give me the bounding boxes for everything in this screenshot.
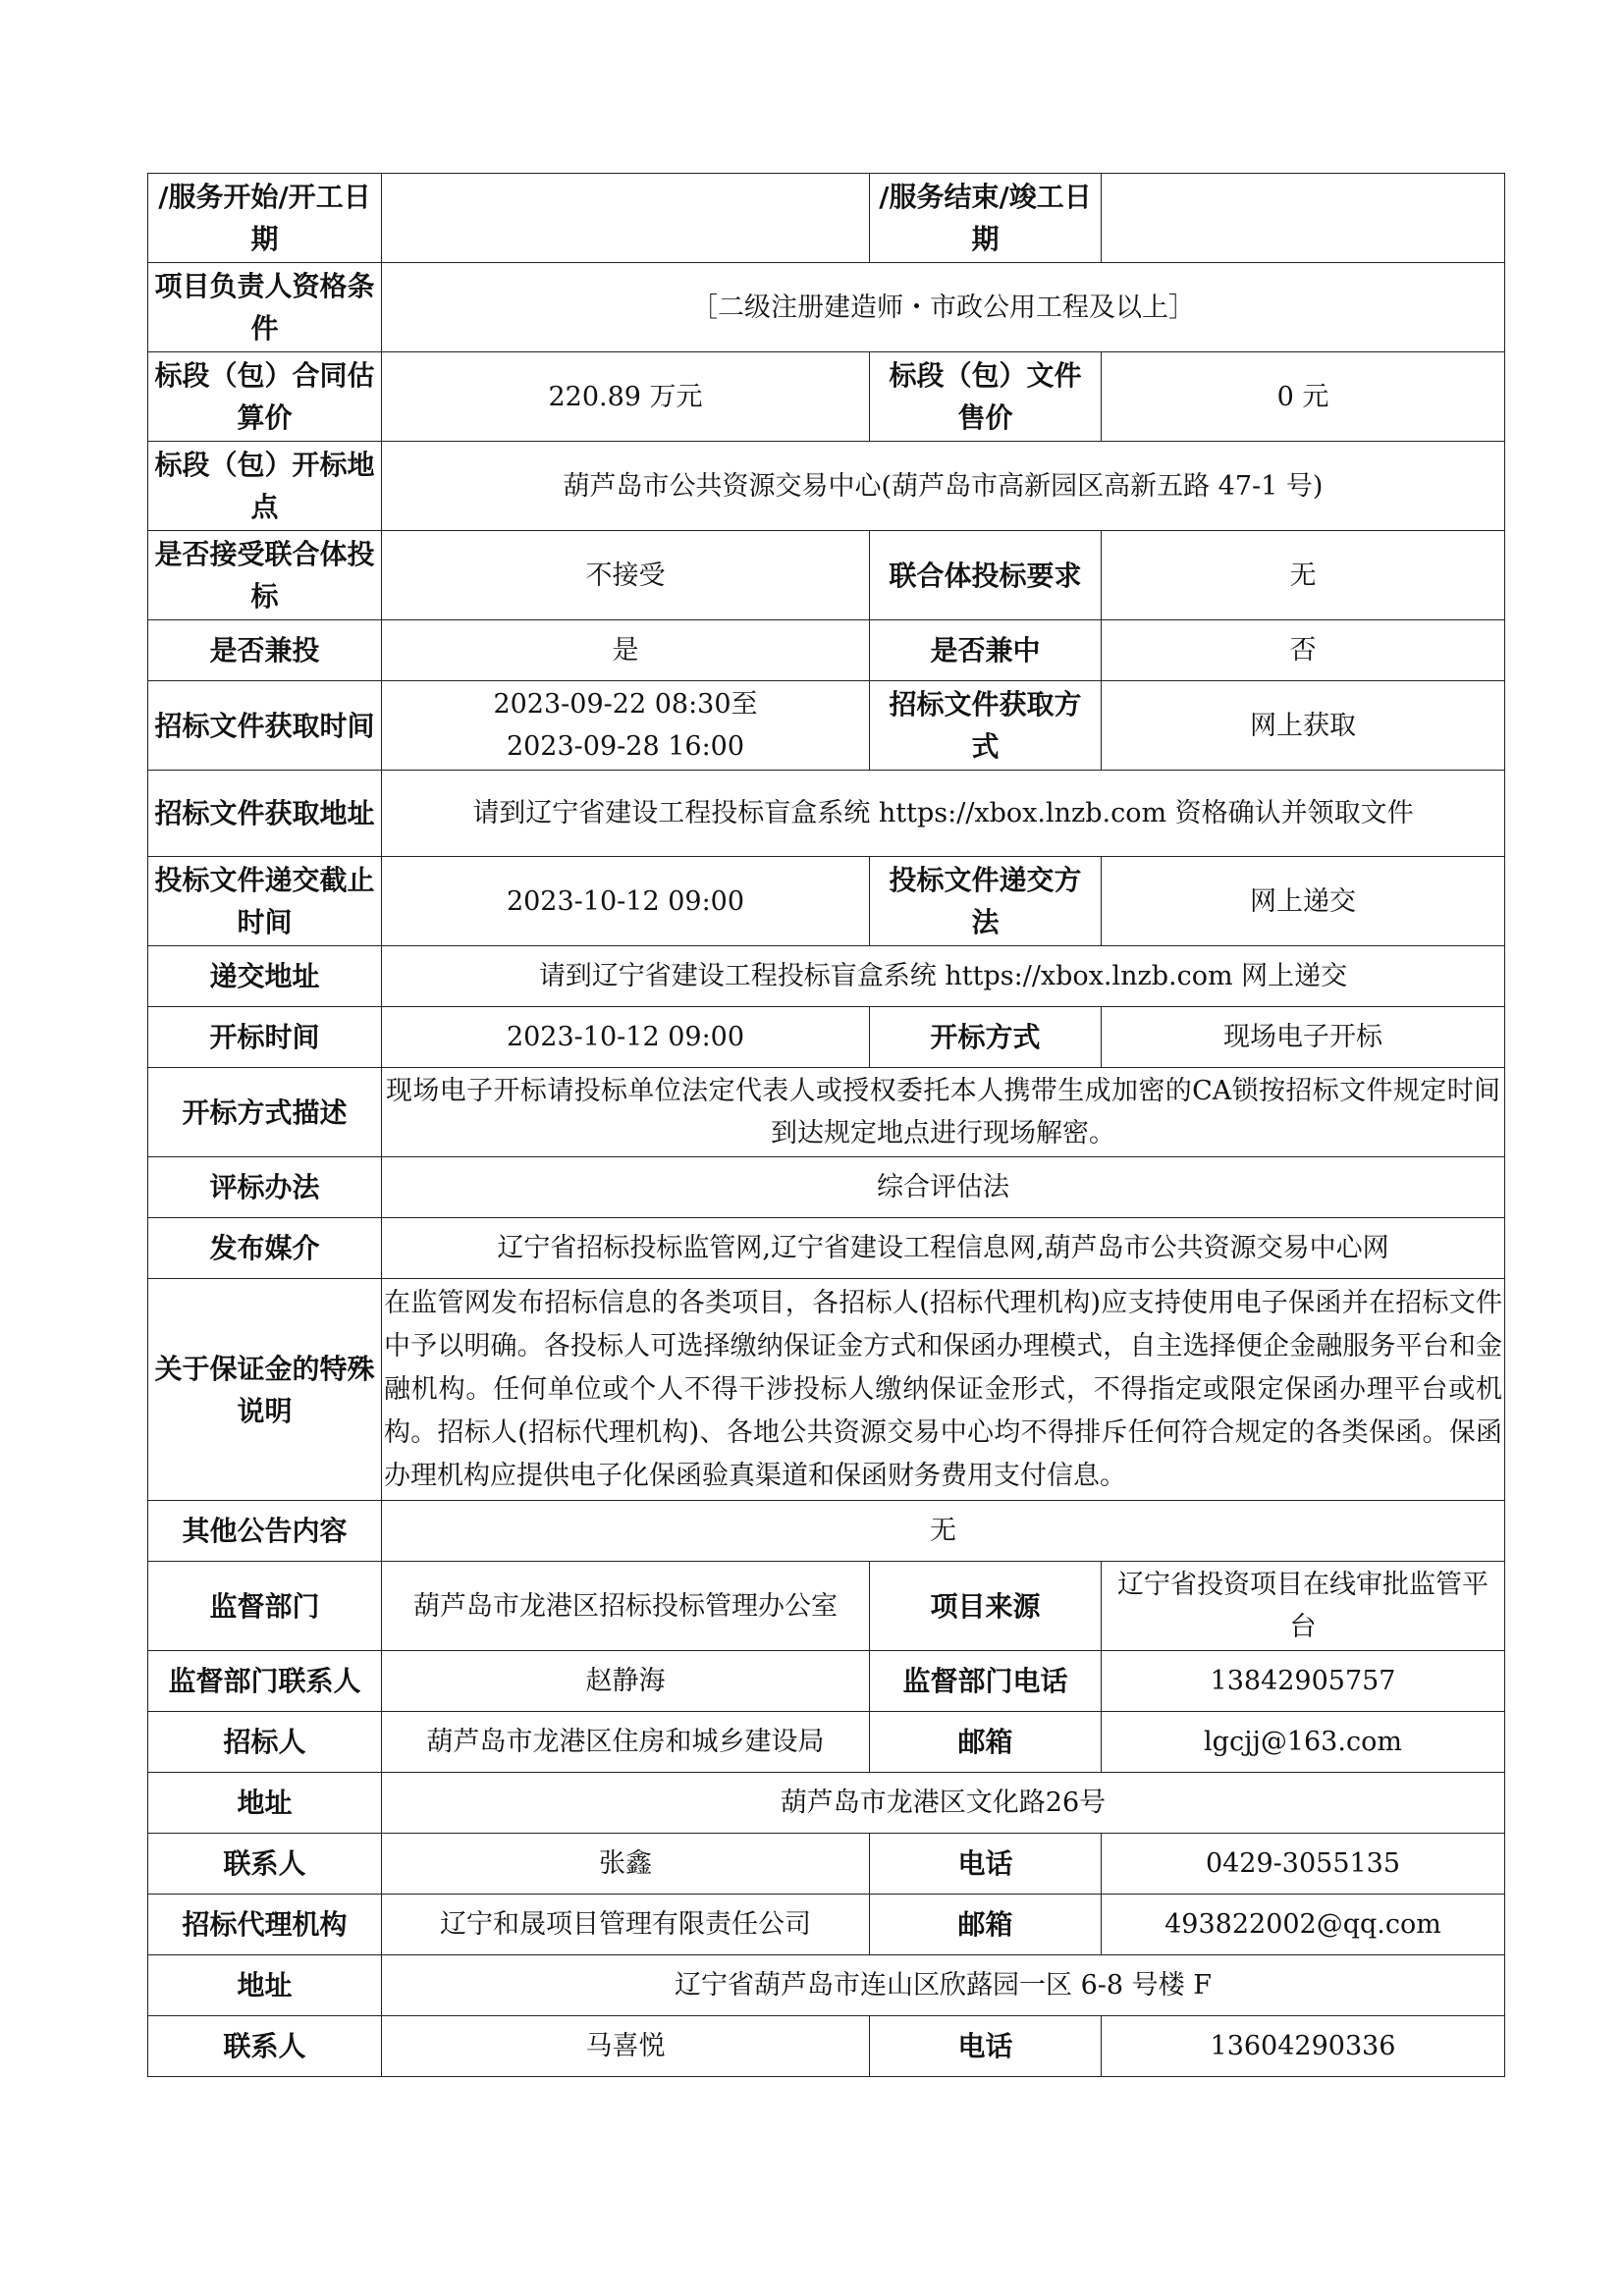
agency-contact-label: 联系人	[148, 2016, 382, 2077]
supervisor-phone-label: 监督部门电话	[870, 1651, 1102, 1712]
start-date-value	[382, 174, 870, 263]
tenderer-value: 葫芦岛市龙港区住房和城乡建设局	[382, 1712, 870, 1773]
doc-method-value: 网上获取	[1102, 681, 1505, 771]
consortium-label: 是否接受联合体投标	[148, 531, 382, 620]
multi-win-label: 是否兼中	[870, 620, 1102, 681]
tenderer-email-label: 邮箱	[870, 1712, 1102, 1773]
contract-price-value: 220.89 万元	[382, 352, 870, 442]
deposit-note-value: 在监管网发布招标信息的各类项目，各招标人(招标代理机构)应支持使用电子保函并在招标文件中予以明确。各投标人可选择缴纳保证金方式和保函办理模式，自主选择便企金融服务平台和金融机构。任何单位或个人不得干涉投标人缴纳保证金形式，不得指定或限定保函办理平台或机构。招标人(招标代理机构)、各地公共资源交易中心均不得排斥任何符合规定的各类保函。保函办理机构应提供电子化保函验真渠道和保函财务费用支付信息。	[382, 1279, 1505, 1501]
table-row	[148, 531, 1505, 620]
submit-address-label: 递交地址	[148, 946, 382, 1007]
multi-bid-value: 是	[382, 620, 870, 681]
table-row	[148, 620, 1505, 681]
doc-address-label: 招标文件获取地址	[148, 771, 382, 857]
tenderer-contact-value: 张鑫	[382, 1834, 870, 1895]
end-date-value	[1102, 174, 1505, 263]
table-row	[148, 1007, 1505, 1068]
deposit-note-label: 关于保证金的特殊说明	[148, 1279, 382, 1501]
submit-method-label: 投标文件递交方法	[870, 857, 1102, 946]
table-row	[148, 1773, 1505, 1834]
table-row	[148, 174, 1505, 263]
evaluation-value: 综合评估法	[382, 1157, 1505, 1218]
evaluation-label: 评标办法	[148, 1157, 382, 1218]
multi-bid-label: 是否兼投	[148, 620, 382, 681]
doc-time-start: 2023-09-22 08:30至	[493, 689, 758, 720]
table-row	[148, 1651, 1505, 1712]
table-row	[148, 1157, 1505, 1218]
table-row	[148, 1562, 1505, 1651]
consortium-value: 不接受	[382, 531, 870, 620]
table-row	[148, 2016, 1505, 2077]
agency-address-label: 地址	[148, 1955, 382, 2016]
opening-desc-value: 现场电子开标请投标单位法定代表人或授权委托本人携带生成加密的CA锁按招标文件规定时间到达规定地点进行现场解密。	[382, 1068, 1505, 1157]
media-label: 发布媒介	[148, 1218, 382, 1279]
supervisor-value: 葫芦岛市龙港区招标投标管理办公室	[382, 1562, 870, 1651]
doc-time-value	[382, 681, 870, 771]
agency-email-label: 邮箱	[870, 1895, 1102, 1955]
table-row	[148, 681, 1505, 771]
tenderer-contact-label: 联系人	[148, 1834, 382, 1895]
table-row	[148, 1279, 1505, 1501]
tenderer-phone-value: 0429-3055135	[1102, 1834, 1505, 1895]
agency-label: 招标代理机构	[148, 1895, 382, 1955]
start-date-label: /服务开始/开工日期	[148, 174, 382, 263]
agency-phone-label: 电话	[870, 2016, 1102, 2077]
opening-method-label: 开标方式	[870, 1007, 1102, 1068]
table-row	[148, 263, 1505, 352]
doc-price-value: 0 元	[1102, 352, 1505, 442]
submit-deadline-label: 投标文件递交截止时间	[148, 857, 382, 946]
consortium-req-value: 无	[1102, 531, 1505, 620]
contract-price-label: 标段（包）合同估算价	[148, 352, 382, 442]
table-row	[148, 1501, 1505, 1562]
doc-time-end: 2023-09-28 16:00	[506, 731, 745, 762]
supervisor-contact-label: 监督部门联系人	[148, 1651, 382, 1712]
table-row	[148, 1834, 1505, 1895]
agency-address-value: 辽宁省葫芦岛市连山区欣蕗园一区 6-8 号楼 F	[382, 1955, 1505, 2016]
supervisor-label: 监督部门	[148, 1562, 382, 1651]
submit-address-value: 请到辽宁省建设工程投标盲盒系统 https://xbox.lnzb.com 网上递交	[382, 946, 1505, 1007]
agency-email-value: 493822002@qq.com	[1102, 1895, 1505, 1955]
opening-method-value: 现场电子开标	[1102, 1007, 1505, 1068]
table-row	[148, 352, 1505, 442]
agency-contact-value: 马喜悦	[382, 2016, 870, 2077]
tenderer-address-value: 葫芦岛市龙港区文化路26号	[382, 1773, 1505, 1834]
submit-method-value: 网上递交	[1102, 857, 1505, 946]
doc-method-label: 招标文件获取方式	[870, 681, 1102, 771]
table-row	[148, 442, 1505, 531]
table-row	[148, 1955, 1505, 2016]
agency-phone-value: 13604290336	[1102, 2016, 1505, 2077]
table-row	[148, 1712, 1505, 1773]
table-row	[148, 1068, 1505, 1157]
opening-time-label: 开标时间	[148, 1007, 382, 1068]
other-value: 无	[382, 1501, 1505, 1562]
tenderer-phone-label: 电话	[870, 1834, 1102, 1895]
other-label: 其他公告内容	[148, 1501, 382, 1562]
opening-desc-label: 开标方式描述	[148, 1068, 382, 1157]
table-row	[148, 1895, 1505, 1955]
tender-info-table	[147, 173, 1505, 2077]
media-value: 辽宁省招标投标监管网,辽宁省建设工程信息网,葫芦岛市公共资源交易中心网	[382, 1218, 1505, 1279]
agency-value: 辽宁和晟项目管理有限责任公司	[382, 1895, 870, 1955]
doc-time-label: 招标文件获取时间	[148, 681, 382, 771]
opening-time-value: 2023-10-12 09:00	[382, 1007, 870, 1068]
table-row	[148, 946, 1505, 1007]
multi-win-value: 否	[1102, 620, 1505, 681]
table-row	[148, 1218, 1505, 1279]
project-source-value: 辽宁省投资项目在线审批监管平台	[1102, 1562, 1505, 1651]
manager-qual-value: ［二级注册建造师・市政公用工程及以上］	[382, 263, 1505, 352]
opening-place-value: 葫芦岛市公共资源交易中心(葫芦岛市高新园区高新五路 47-1 号)	[382, 442, 1505, 531]
doc-price-label: 标段（包）文件售价	[870, 352, 1102, 442]
consortium-req-label: 联合体投标要求	[870, 531, 1102, 620]
submit-deadline-value: 2023-10-12 09:00	[382, 857, 870, 946]
supervisor-phone-value: 13842905757	[1102, 1651, 1505, 1712]
table-row	[148, 771, 1505, 857]
table-row	[148, 857, 1505, 946]
manager-qual-label: 项目负责人资格条件	[148, 263, 382, 352]
tenderer-label: 招标人	[148, 1712, 382, 1773]
project-source-label: 项目来源	[870, 1562, 1102, 1651]
doc-address-value: 请到辽宁省建设工程投标盲盒系统 https://xbox.lnzb.com 资格确认并领取文件	[382, 771, 1505, 857]
opening-place-label: 标段（包）开标地点	[148, 442, 382, 531]
tenderer-address-label: 地址	[148, 1773, 382, 1834]
tenderer-email-value: lgcjj@163.com	[1102, 1712, 1505, 1773]
end-date-label: /服务结束/竣工日期	[870, 174, 1102, 263]
supervisor-contact-value: 赵静海	[382, 1651, 870, 1712]
